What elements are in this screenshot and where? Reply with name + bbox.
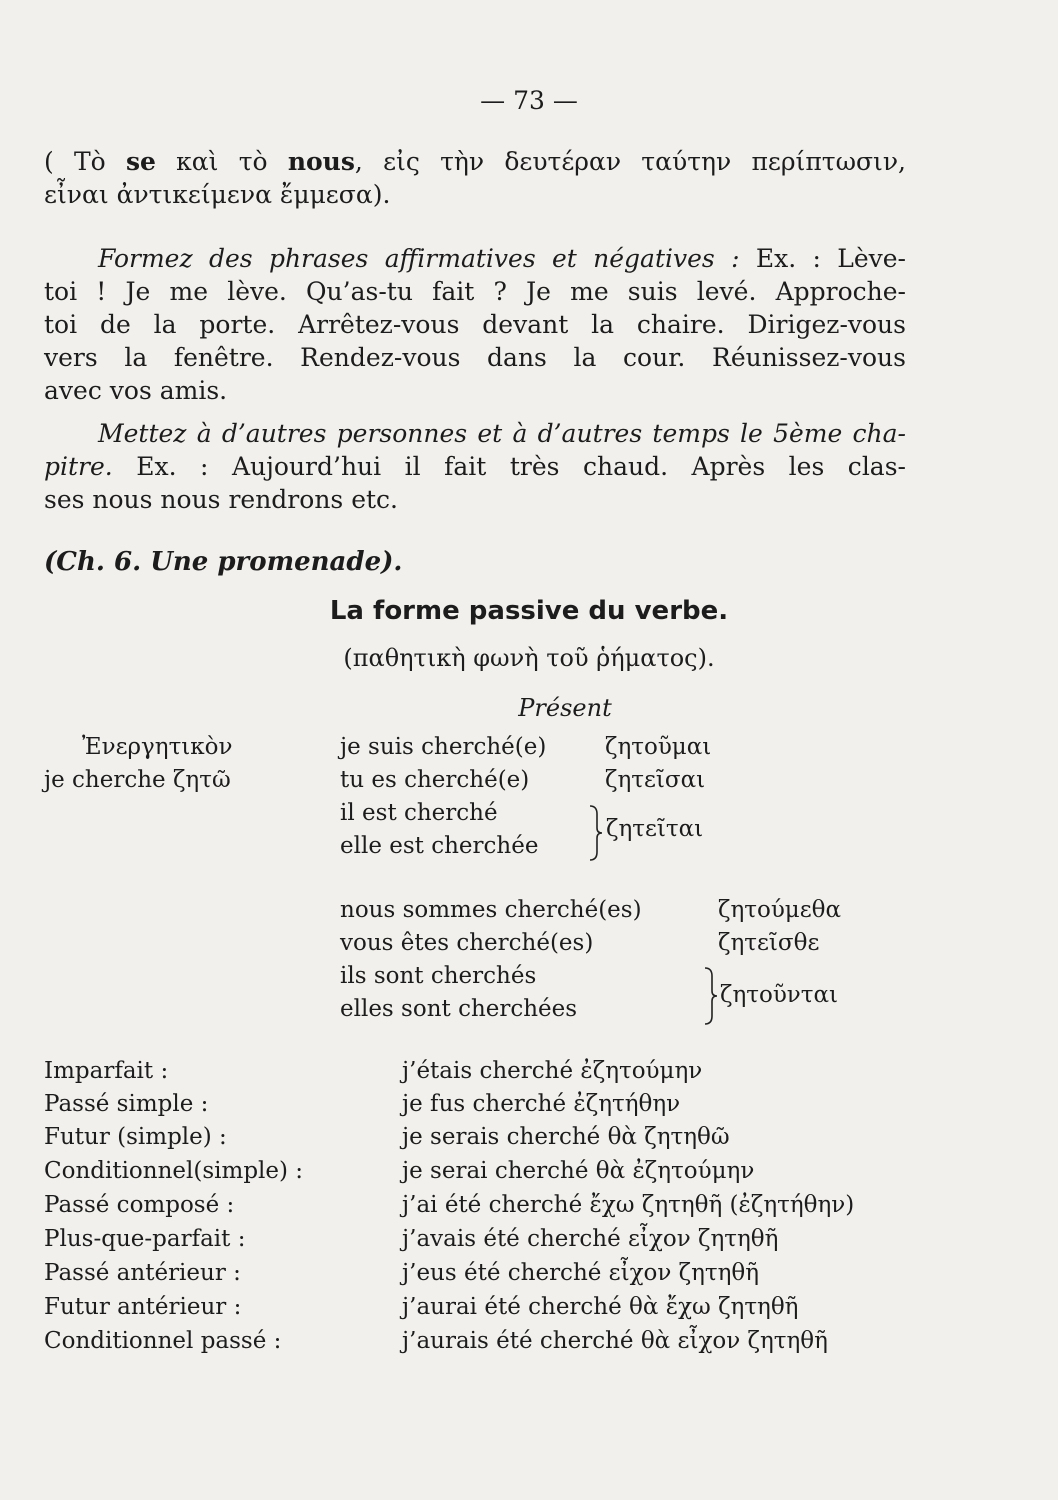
intro-note — [44, 145, 906, 211]
present-3pl-fem-fr: elles sont cherchées — [340, 996, 578, 1022]
present-2sg-fr: tu es cherché(e) — [340, 767, 530, 793]
present-1sg-fr: je suis cherché(e) — [340, 734, 547, 760]
keyword-se: se — [125, 147, 156, 176]
tense-value: j’ai été cherché ἔχω ζητηθῆ (ἐζητήθην) — [402, 1192, 855, 1218]
present-1pl-gr: ζητούμεθα — [718, 897, 842, 923]
exercise1-line-5: avec vos amis. — [44, 376, 228, 405]
tense-label: Imparfait : — [44, 1058, 169, 1084]
active-voice-example: je cherche ζητῶ — [44, 767, 231, 793]
present-2sg-gr: ζητεῖσαι — [605, 767, 706, 793]
tense-label: Futur (simple) : — [44, 1124, 227, 1150]
tense-label: Conditionnel(simple) : — [44, 1158, 304, 1184]
intro-line-2: εἶναι ἀντικείμενα ἔμμεσα). — [44, 180, 391, 209]
exercise1-line-1: Formez des phrases affirmatives et négatives : Ex. : Lève- — [98, 244, 906, 273]
tense-value: je fus cherché ἐζητήθην — [402, 1091, 681, 1117]
tense-label: Passé antérieur : — [44, 1260, 241, 1286]
tense-value: je serai cherché θὰ ἐζητούμην — [402, 1158, 755, 1184]
tense-value: j’avais été cherché εἶχον ζητηθῆ — [402, 1226, 779, 1252]
tense-value: j’eus été cherché εἶχον ζητηθῆ — [402, 1260, 760, 1286]
chapter-reference: (Ch. 6. Une promenade). — [44, 547, 403, 577]
exercise-affirmative-negative — [44, 242, 906, 407]
brace-icon — [588, 804, 604, 862]
active-voice-label: Ἐνεργητικὸν — [82, 734, 233, 760]
exercise2-line-3: ses nous nous rendrons etc. — [44, 485, 398, 514]
present-2pl-fr: vous êtes cherché(es) — [340, 930, 594, 956]
present-1pl-fr: nous sommes cherché(es) — [340, 897, 642, 923]
page-number: — 73 — — [480, 86, 578, 115]
exercise1-instruction: Formez des phrases affirmatives et négatives : — [98, 244, 740, 273]
exercise-other-persons — [44, 417, 906, 516]
present-2pl-gr: ζητεῖσθε — [718, 930, 820, 956]
tense-value: j’aurai été cherché θὰ ἔχω ζητηθῆ — [402, 1294, 799, 1320]
exercise1-line-3: toi de la porte. Arrêtez-vous devant la chaire. Dirigez-vous — [44, 310, 906, 339]
tense-value: je serais cherché θὰ ζητηθῶ — [402, 1124, 730, 1150]
keyword-nous: nous — [287, 147, 355, 176]
present-3sg-fem-fr: elle est cherchée — [340, 833, 539, 859]
tense-label: Passé composé : — [44, 1192, 235, 1218]
tense-label: Conditionnel passé : — [44, 1328, 282, 1354]
exercise1-line-2: toi ! Je me lève. Qu’as-tu fait ? Je me suis levé. Approche- — [44, 277, 906, 306]
tense-label: Passé simple : — [44, 1091, 209, 1117]
exercise1-line-4: vers la fenêtre. Rendez-vous dans la cour. Réunissez-vous — [44, 343, 906, 372]
present-1sg-gr: ζητοῦμαι — [605, 734, 712, 760]
exercise2-line-2: pitre. Ex. : Aujourd’hui il fait très chaud. Après les clas- — [44, 452, 906, 481]
present-3sg-masc-fr: il est cherché — [340, 800, 498, 826]
section-subtitle: (παθητικὴ φωνὴ τοῦ ῥήματος). — [343, 644, 715, 672]
tense-value: j’étais cherché ἐζητούμην — [402, 1058, 703, 1084]
brace-icon — [703, 966, 719, 1026]
present-3pl-masc-fr: ils sont cherchés — [340, 963, 537, 989]
intro-line-1: ( Τὸ se καὶ τὸ nous, εἰς τὴν δευτέραν ταύτην περίπτωσιν, — [44, 147, 906, 176]
exercise2-instruction-line-1: Mettez à d’autres personnes et à d’autres temps le 5ème cha- — [98, 419, 906, 448]
tense-label: Plus-que-parfait : — [44, 1226, 246, 1252]
present-3pl-gr: ζητοῦνται — [720, 982, 839, 1008]
section-title: La forme passive du verbe. — [329, 596, 729, 626]
present-label: Présent — [518, 694, 612, 722]
tense-value: j’aurais été cherché θὰ εἶχον ζητηθῆ — [402, 1328, 828, 1354]
tense-label: Futur antérieur : — [44, 1294, 242, 1320]
present-3sg-gr: ζητεῖται — [606, 816, 704, 842]
